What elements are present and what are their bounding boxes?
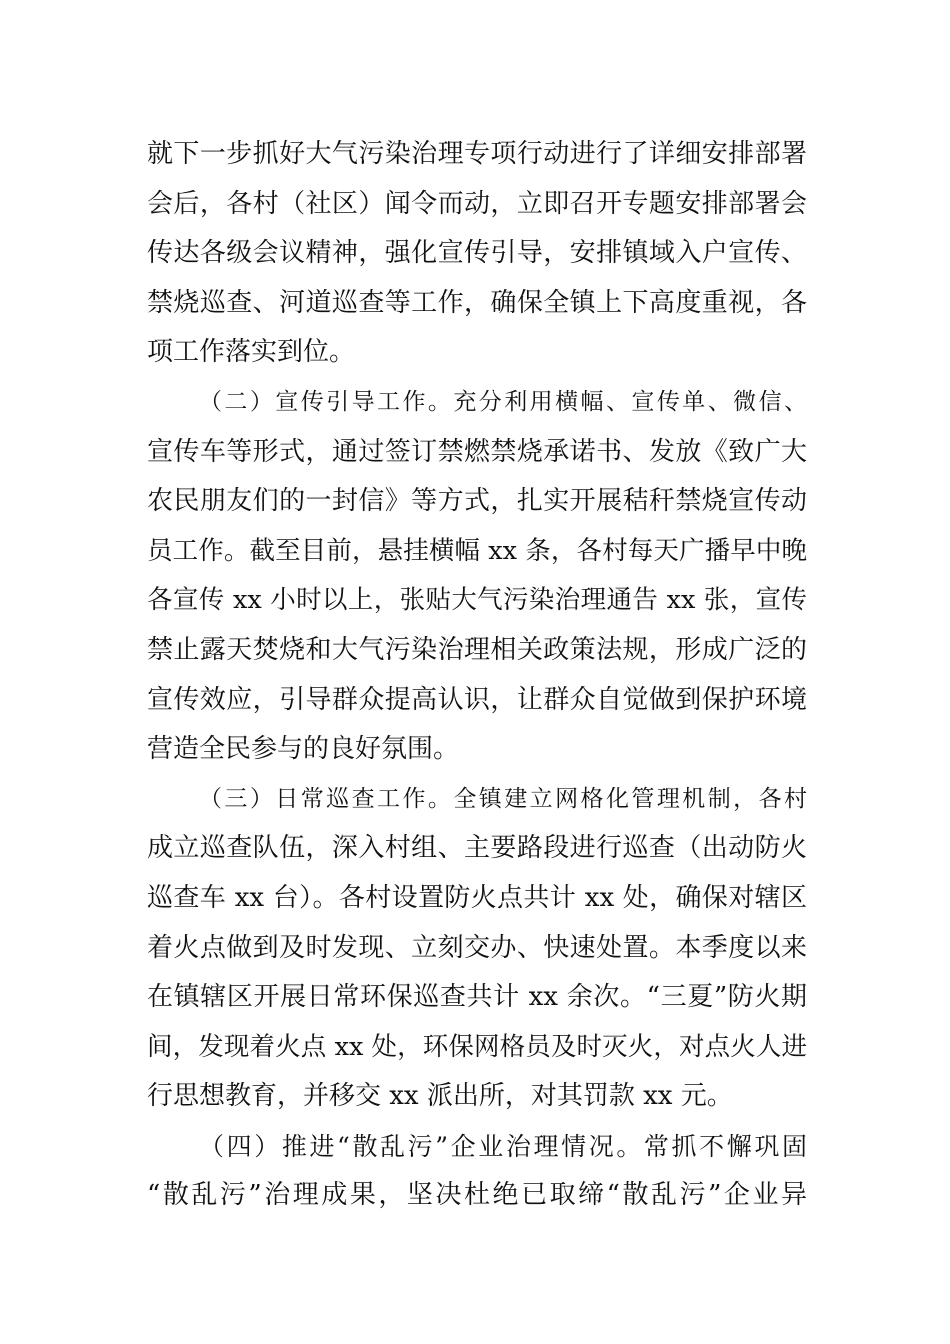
document-body bbox=[147, 130, 807, 1221]
text-line: 禁烧巡查、河道巡查等工作，确保全镇上下高度重视，各 bbox=[147, 287, 807, 318]
text-line: 传达各级会议精神，强化宣传引导，安排镇域入户宣传、 bbox=[147, 238, 807, 269]
text-line: 会后，各村（社区）闻令而动，立即召开专题安排部署会 bbox=[147, 188, 807, 219]
text-line: 营造全民参与的良好氛围。 bbox=[147, 734, 460, 765]
text-line: 员工作。截至目前，悬挂横幅 xx 条，各村每天广播早中晚 bbox=[147, 535, 807, 566]
text-line: 项工作落实到位。 bbox=[147, 337, 356, 368]
text-line: “散乱污”治理成果，坚决杜绝已取缔“散乱污”企业异 bbox=[147, 1180, 807, 1211]
text-line: 农民朋友们的一封信》等方式，扎实开展秸秆禁烧宣传动 bbox=[147, 486, 807, 517]
text-line: 巡查车 xx 台）。各村设置防火点共计 xx 处，确保对辖区 bbox=[147, 882, 807, 913]
text-line: 就下一步抓好大气污染治理专项行动进行了详细安排部署 bbox=[147, 139, 807, 169]
text-line: 禁止露天焚烧和大气污染治理相关政策法规，形成广泛的 bbox=[147, 634, 807, 665]
text-line: 成立巡查队伍，深入村组、主要路段进行巡查（出动防火 bbox=[147, 833, 807, 864]
text-line: 行思想教育，并移交 xx 派出所，对其罚款 xx 元。 bbox=[147, 1081, 733, 1112]
paragraph-heading-line: （三）日常巡查工作。全镇建立网格化管理机制，各村 bbox=[199, 785, 807, 812]
text-line: 宣传效应，引导群众提高认识，让群众自觉做到保护环境 bbox=[147, 684, 807, 715]
paragraph-heading-line: （二）宣传引导工作。充分利用横幅、宣传单、微信、 bbox=[199, 388, 807, 415]
text-line: 各宣传 xx 小时以上，张贴大气污染治理通告 xx 张，宣传 bbox=[147, 585, 807, 616]
paragraph-heading-line: （四）推进“散乱污”企业治理情况。常抓不懈巩固 bbox=[199, 1131, 807, 1161]
text-line: 在镇辖区开展日常环保巡查共计 xx 余次。“三夏”防火期 bbox=[147, 982, 807, 1013]
text-line: 间，发现着火点 xx 处，环保网格员及时灭火，对点火人进 bbox=[147, 1031, 807, 1062]
text-line: 宣传车等形式，通过签订禁燃禁烧承诺书、发放《致广大 bbox=[147, 436, 807, 467]
text-line: 着火点做到及时发现、立刻交办、快速处置。本季度以来 bbox=[147, 932, 807, 963]
